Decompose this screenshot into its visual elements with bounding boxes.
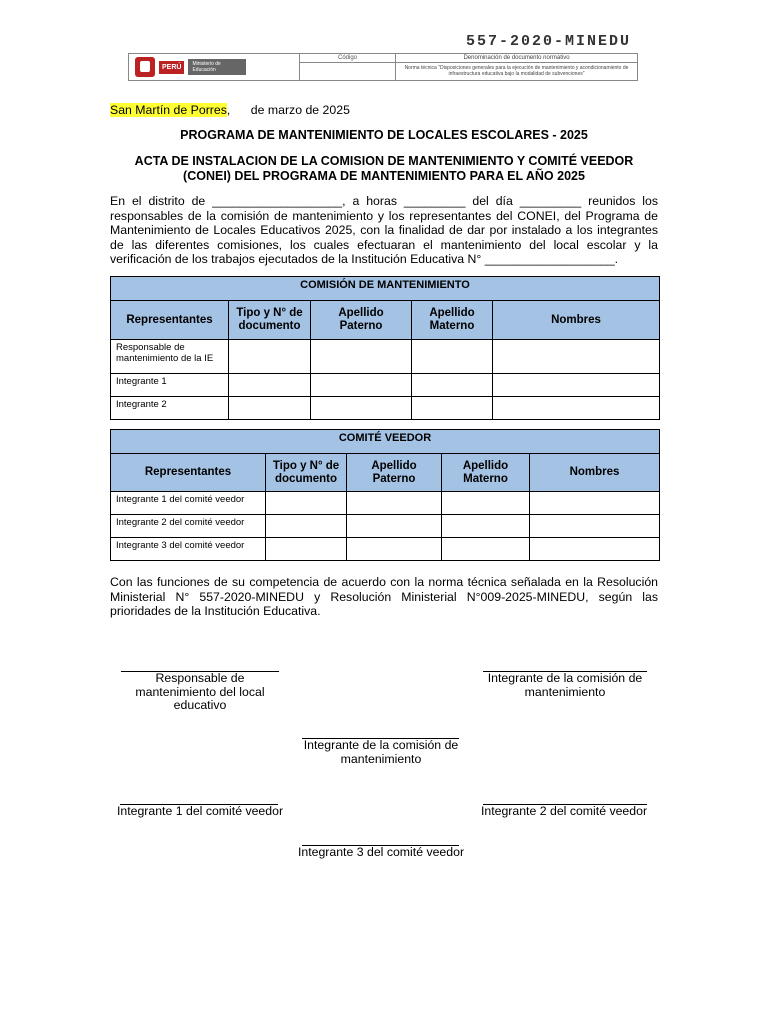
act-title — [110, 154, 658, 183]
col-header: Representantes — [111, 301, 229, 340]
signature-label: Integrante 3 del comité veedor — [297, 845, 465, 859]
table-row — [111, 515, 660, 538]
closing-paragraph: Con las funciones de su competencia de acuerdo con la norma técnica señalada en la Resolución Ministerial N° 557-2020-MINEDU y Resolución Ministerial N°009-2025-MINEDU, según las prioridades de la Institución Educativa. — [110, 575, 658, 618]
table-cell[interactable] — [493, 397, 660, 420]
table-cell[interactable] — [442, 492, 530, 515]
table-cell[interactable] — [530, 492, 660, 515]
date-place: San Martín de Porres — [110, 103, 227, 117]
table-row — [111, 492, 660, 515]
act-title-line2: (CONEI) DEL PROGRAMA DE MANTENIMIENTO PARA EL AÑO 2025 — [183, 168, 585, 183]
date-rest: , de marzo de 2025 — [226, 103, 350, 117]
table-cell[interactable] — [493, 374, 660, 397]
table-cell[interactable] — [442, 538, 530, 561]
maintenance-commission-table — [110, 276, 660, 420]
col-header: Representantes — [111, 454, 266, 492]
row-label: Integrante 2 — [111, 397, 229, 420]
table-cell[interactable] — [347, 538, 442, 561]
intro-paragraph: En el distrito de ___________________, a horas _________ del día _________ reunidos los responsables de la comisión de mantenimiento y los representantes del CONEI, del Programa de Mantenimiento de Locales Educativos 2025, con la finalidad de dar por instalado a los integrantes de las diferentes comisiones, los cuales efectuaran el mantenimiento del local escolar y la verificación de los trabajos ejecutados de la Institución Educativa N° ___________________. — [110, 194, 658, 266]
table-row — [111, 340, 660, 374]
act-title-line1: ACTA DE INSTALACION DE LA COMISION DE MANTENIMIENTO Y COMITÉ VEEDOR — [134, 154, 634, 168]
table-cell[interactable] — [493, 340, 660, 374]
row-label: Responsable de mantenimiento de la IE — [111, 340, 229, 374]
col-header: Nombres — [493, 301, 660, 340]
col-header: Apellido Materno — [442, 454, 530, 492]
peru-label: PERÚ — [159, 61, 184, 74]
table-cell[interactable] — [412, 340, 493, 374]
table-cell[interactable] — [442, 515, 530, 538]
row-label: Integrante 3 del comité veedor — [111, 538, 266, 561]
table-cell[interactable] — [311, 397, 412, 420]
ministry-label: Ministerio de Educación — [188, 59, 246, 75]
oversight-committee-table — [110, 429, 660, 561]
table-cell[interactable] — [347, 492, 442, 515]
signature-label: Integrante de la comisión de mantenimiento — [303, 738, 459, 766]
table-cell[interactable] — [412, 374, 493, 397]
code-label: Código — [300, 54, 395, 63]
table-row — [111, 374, 660, 397]
table-row — [111, 397, 660, 420]
row-label: Integrante 1 del comité veedor — [111, 492, 266, 515]
resolution-stamp: 557-2020-MINEDU — [466, 33, 632, 50]
table-caption: COMISIÓN DE MANTENIMIENTO — [111, 277, 660, 301]
table-cell[interactable] — [412, 397, 493, 420]
col-header: Nombres — [530, 454, 660, 492]
signature-label: Integrante 1 del comité veedor — [116, 804, 284, 818]
table-cell[interactable] — [229, 340, 311, 374]
col-header: Apellido Materno — [412, 301, 493, 340]
col-header: Tipo y N° de documento — [229, 301, 311, 340]
signature-label: Integrante de la comisión de mantenimiento — [487, 671, 643, 699]
col-header: Apellido Paterno — [347, 454, 442, 492]
signature-label: Integrante 2 del comité veedor — [480, 804, 648, 818]
table-cell[interactable] — [266, 515, 347, 538]
table-cell[interactable] — [311, 340, 412, 374]
date-line — [110, 103, 350, 118]
table-cell[interactable] — [266, 492, 347, 515]
document-header — [128, 53, 638, 81]
table-cell[interactable] — [266, 538, 347, 561]
code-cell — [299, 54, 395, 80]
col-header: Apellido Paterno — [311, 301, 412, 340]
coat-of-arms-icon — [135, 57, 155, 77]
denomination-label: Denominación de documento normativo — [396, 54, 637, 63]
table-cell[interactable] — [229, 397, 311, 420]
col-header: Tipo y N° de documento — [266, 454, 347, 492]
ministry-logo — [129, 54, 299, 80]
row-label: Integrante 1 — [111, 374, 229, 397]
table-cell[interactable] — [530, 538, 660, 561]
table-cell[interactable] — [530, 515, 660, 538]
denomination-text: Norma técnica "Disposiciones generales para la ejecución de mantenimiento y acondicionamiento de infraestructura educativa bajo la modalidad de subvenciones" — [404, 65, 629, 77]
program-title: PROGRAMA DE MANTENIMIENTO DE LOCALES ESCOLARES - 2025 — [180, 128, 588, 142]
denomination-cell — [395, 54, 637, 80]
table-cell[interactable] — [311, 374, 412, 397]
signature-label: Responsable de mantenimiento del local educativo — [135, 671, 265, 712]
table-cell[interactable] — [229, 374, 311, 397]
table-caption: COMITÉ VEEDOR — [111, 430, 660, 454]
table-row — [111, 538, 660, 561]
row-label: Integrante 2 del comité veedor — [111, 515, 266, 538]
table-cell[interactable] — [347, 515, 442, 538]
